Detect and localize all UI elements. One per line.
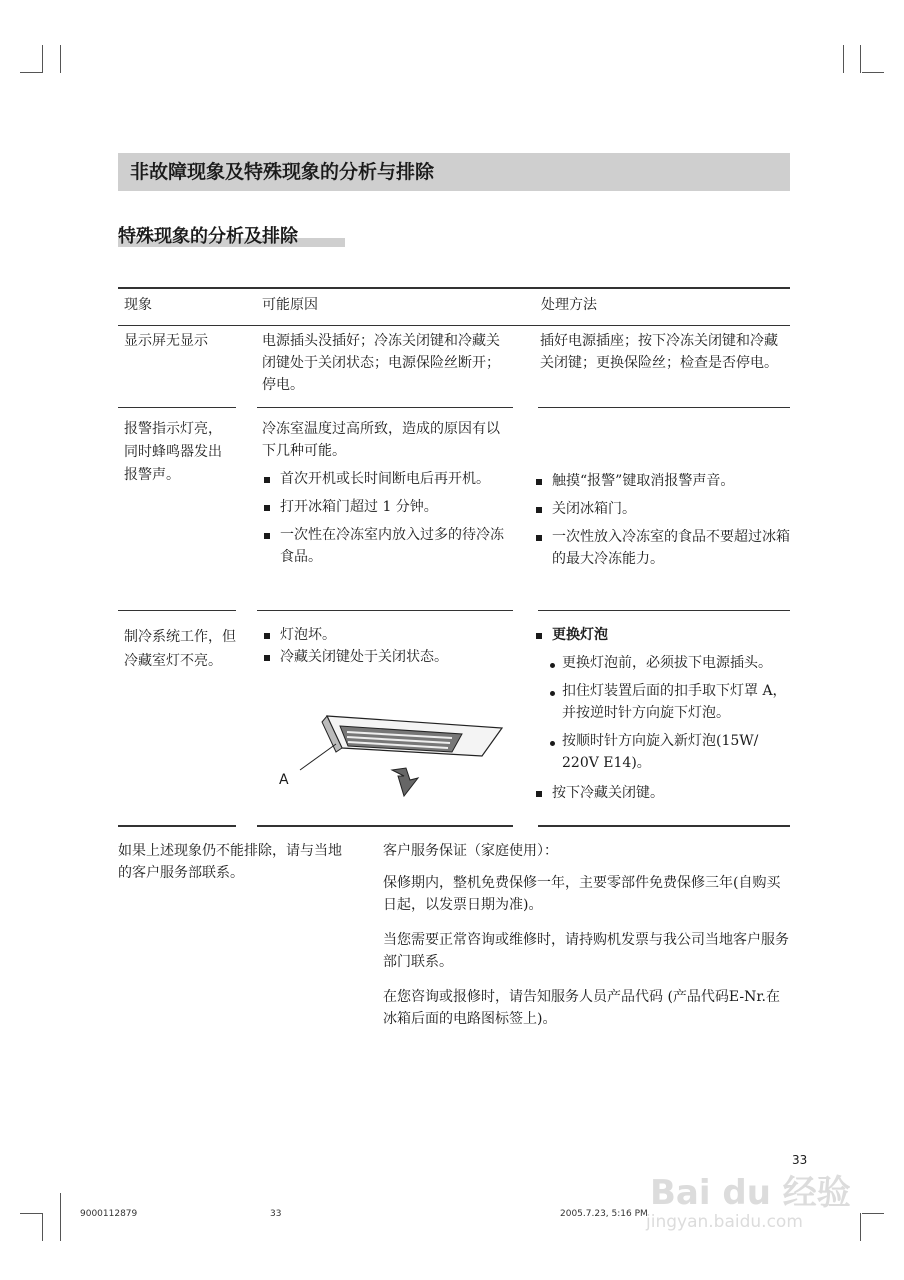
row3-cause-block: [262, 624, 512, 668]
table-top-rule: [118, 287, 790, 289]
crop-mark: [862, 72, 884, 73]
table-bottom-rule: [538, 825, 790, 827]
crop-mark: [862, 1213, 884, 1214]
row3-remedy-title: 更换灯泡: [534, 624, 792, 646]
row3-remedy-step: 更换灯泡前，必须拔下电源插头。: [548, 652, 792, 674]
row2-cause-item: 首次开机或长时间断电后再开机。: [262, 468, 512, 490]
row-divider: [118, 610, 236, 611]
row2-remedy-item: 一次性放入冷冻室的食品不要超过冰箱的最大冷冻能力。: [534, 526, 792, 570]
footer-page: 33: [270, 1209, 282, 1219]
lamp-cover-illustration: [272, 708, 512, 808]
crop-mark: [20, 72, 42, 73]
crop-mark: [42, 1213, 43, 1241]
page-number: 33: [792, 1153, 808, 1167]
row3-cause-item: 灯泡坏。: [262, 624, 512, 646]
main-title: 非故障现象及特殊现象的分析与排除: [118, 153, 790, 191]
figure-label-a: A: [279, 772, 289, 788]
service-paragraph: 当您需要正常咨询或维修时，请持购机发票与我公司当地客户服务部门联系。: [383, 932, 789, 970]
row2-cause-intro: 冷冻室温度过高所致，造成的原因有以下几种可能。: [262, 421, 500, 459]
row2-remedy-item: 触摸“报警”键取消报警声音。: [534, 470, 792, 492]
service-title: 客户服务保证（家庭使用）：: [383, 843, 558, 859]
footer-doc-code: 9000112879: [80, 1209, 138, 1219]
row3-remedy-step: 扣住灯装置后面的扣手取下灯罩 A，并按逆时针方向旋下灯泡。: [548, 680, 792, 724]
row1-cause: 电源插头没插好；冷冻关闭键和冷藏关闭键处于关闭状态；电源保险丝断开；停电。: [262, 333, 500, 393]
row2-cause-item: 打开冰箱门超过 1 分钟。: [262, 496, 512, 518]
crop-mark: [860, 45, 861, 73]
row1-symptom: 显示屏无显示: [124, 333, 208, 349]
col-header-cause: 可能原因: [262, 297, 318, 313]
crop-mark: [42, 45, 43, 73]
row-divider: [538, 407, 790, 408]
row1-remedy: 插好电源插座；按下冷冻关闭键和冷藏关闭键；更换保险丝；检查是否停电。: [540, 333, 778, 371]
crop-mark: [20, 1213, 42, 1214]
row3-remedy-last: 按下冷藏关闭键。: [534, 782, 792, 804]
contact-note: 如果上述现象仍不能排除，请与当地的客户服务部联系。: [118, 843, 342, 881]
baidu-logo-watermark: Bai du 经验: [650, 1173, 851, 1213]
row3-remedy-block: [534, 624, 792, 804]
row-divider: [257, 610, 513, 611]
col-header-symptom: 现象: [124, 297, 152, 313]
row3-cause-item: 冷藏关闭键处于关闭状态。: [262, 646, 512, 668]
crop-mark: [843, 45, 844, 73]
footer-timestamp: 2005.7.23, 5:16 PM: [560, 1209, 648, 1219]
row3-remedy-step: 按顺时针方向旋入新灯泡(15W/ 220V E14)。: [548, 730, 792, 774]
row2-symptom: 报警指示灯亮，同时蜂鸣器发出报警声。: [124, 421, 222, 483]
row3-symptom: 制冷系统工作，但冷藏室灯不亮。: [124, 629, 236, 669]
row-divider: [538, 610, 790, 611]
service-paragraph: 保修期内，整机免费保修一年，主要零部件免费保修三年(自购买日起，以发票日期为准)。: [383, 875, 781, 913]
row2-remedy-item: 关闭冰箱门。: [534, 498, 792, 520]
watermark-url: jingyan.baidu.com: [646, 1212, 803, 1232]
crop-mark: [60, 45, 61, 73]
header-rule: [118, 325, 790, 326]
row-divider: [118, 407, 236, 408]
row2-cause-item: 一次性在冷冻室内放入过多的待冷冻食品。: [262, 524, 512, 568]
sub-title-block: [118, 222, 298, 248]
col-header-remedy: 处理方法: [541, 297, 597, 313]
crop-mark: [860, 1213, 861, 1241]
service-paragraph: 在您咨询或报修时，请告知服务人员产品代码 (产品代码E-Nr.在冰箱后面的电路图标签上)。: [383, 989, 780, 1027]
row2-cause-block: [262, 418, 512, 568]
row2-remedy-block: [534, 470, 792, 570]
crop-mark: [60, 1193, 61, 1241]
row-divider: [257, 407, 513, 408]
table-bottom-rule: [257, 825, 513, 827]
table-bottom-rule: [118, 825, 236, 827]
sub-title: 特殊现象的分析及排除: [118, 226, 298, 247]
